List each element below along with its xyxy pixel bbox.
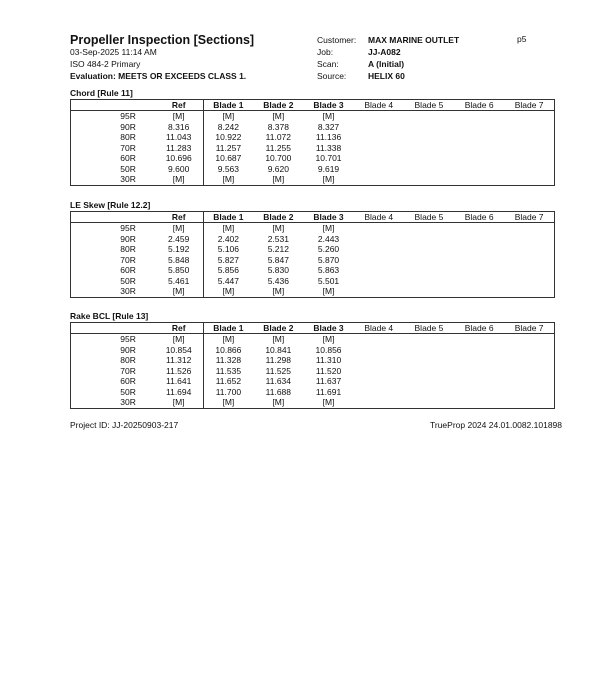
table-cell — [354, 376, 404, 387]
table-row — [71, 276, 555, 287]
table-cell — [404, 174, 454, 185]
table-cell — [404, 397, 454, 408]
table-cell — [354, 164, 404, 175]
table-cell — [504, 366, 554, 377]
table-cell — [504, 153, 554, 164]
table-cell — [454, 122, 504, 133]
row-label: 60R — [71, 265, 155, 276]
table-cell: 11.520 — [315, 365, 342, 376]
row-label: 90R — [71, 345, 155, 356]
job-label: Job: — [317, 47, 334, 57]
row-label: 50R — [71, 164, 155, 175]
table-cell: 11.283 — [155, 143, 203, 154]
table-cell: [M] — [253, 286, 303, 297]
table-cell — [504, 387, 554, 398]
table-row — [71, 387, 555, 398]
row-label: 90R — [71, 122, 155, 133]
table-cell — [504, 174, 554, 185]
table-cell — [404, 334, 454, 345]
table-row — [71, 234, 555, 245]
table-cell: 10.687 — [215, 153, 242, 163]
table-cell — [504, 355, 554, 366]
table-cell: [M] — [253, 174, 303, 185]
table-cell: 11.310 — [315, 355, 342, 365]
table-cell — [454, 143, 504, 154]
row-label: 70R — [71, 255, 155, 266]
table-cell — [454, 153, 504, 164]
table-row — [71, 345, 555, 356]
table-cell: 10.701 — [315, 153, 342, 163]
table-cell: 5.850 — [155, 265, 203, 276]
column-header: Blade 4 — [354, 100, 404, 111]
table-cell — [404, 111, 454, 122]
row-label: 50R — [71, 276, 155, 287]
table-cell — [504, 164, 554, 175]
table-cell: 5.436 — [267, 275, 289, 286]
table-cell — [454, 223, 504, 234]
table-cell — [404, 286, 454, 297]
table-cell: 8.242 — [217, 121, 240, 132]
column-header: Ref — [155, 212, 203, 223]
software-version: TrueProp 2024 24.01.0082.101898 — [429, 420, 562, 430]
table-cell: 10.856 — [315, 344, 342, 355]
table-cell — [354, 122, 404, 133]
table-cell — [454, 111, 504, 122]
table-cell — [354, 286, 404, 297]
table-cell — [404, 366, 454, 377]
table-cell — [354, 397, 404, 408]
table-header-row — [71, 212, 555, 223]
column-header: Blade 1 — [203, 323, 253, 334]
table-cell: [M] — [272, 223, 285, 233]
table-cell: 5.260 — [317, 244, 340, 254]
table-cell — [354, 334, 404, 345]
table-cell: 11.136 — [315, 132, 342, 142]
table-cell: 11.043 — [155, 132, 203, 143]
table-cell — [454, 345, 504, 356]
table-cell: [M] — [222, 111, 235, 121]
table-cell: 5.856 — [217, 265, 240, 275]
table-row — [71, 111, 555, 122]
table-row — [71, 286, 555, 297]
table-cell — [454, 255, 504, 266]
table-cell: [M] — [203, 286, 253, 297]
table-row — [71, 122, 555, 133]
table-cell — [354, 355, 404, 366]
table-row — [71, 366, 555, 377]
table-cell — [504, 255, 554, 266]
table-cell: [M] — [155, 174, 203, 185]
section-title: LE Skew [Rule 12.2] — [70, 200, 151, 210]
table-cell — [404, 143, 454, 154]
column-header: Blade 6 — [454, 323, 504, 334]
table-cell — [404, 345, 454, 356]
table-cell: 11.652 — [215, 376, 242, 386]
table-cell: [M] — [155, 286, 203, 297]
table-cell — [404, 132, 454, 143]
table-cell — [504, 397, 554, 408]
table-cell — [504, 223, 554, 234]
table-cell — [504, 334, 554, 345]
table-cell: 5.501 — [317, 275, 340, 286]
table-cell: 5.830 — [267, 265, 289, 275]
table-row — [71, 376, 555, 387]
table-cell — [354, 387, 404, 398]
table-cell — [354, 111, 404, 122]
table-cell — [404, 234, 454, 245]
table-cell — [404, 164, 454, 175]
table-cell: 10.922 — [215, 132, 242, 142]
section-title: Chord [Rule 11] — [70, 88, 133, 98]
table-cell: 10.866 — [215, 344, 242, 355]
table-cell: [M] — [222, 223, 235, 233]
table-row — [71, 244, 555, 255]
table-cell — [404, 255, 454, 266]
table-cell: 11.700 — [215, 386, 242, 397]
table-cell: 11.328 — [215, 355, 242, 365]
table-cell: 5.192 — [155, 244, 203, 255]
customer-value: MAX MARINE OUTLET — [368, 35, 460, 45]
table-cell: [M] — [155, 223, 203, 234]
section-title: Rake BCL [Rule 13] — [70, 311, 149, 321]
column-header: Blade 1 — [203, 100, 253, 111]
table-cell: [M] — [155, 334, 203, 345]
row-label: 70R — [71, 143, 155, 154]
job-value: JJ-A082 — [368, 47, 401, 57]
table-cell: 2.531 — [267, 233, 289, 244]
customer-label: Customer: — [317, 35, 357, 45]
column-header: Blade 3 — [303, 212, 353, 223]
column-header-radius — [71, 212, 155, 223]
table-cell — [454, 376, 504, 387]
table-row — [71, 153, 555, 164]
column-header: Blade 2 — [253, 323, 303, 334]
source-value: HELIX 60 — [368, 71, 405, 81]
table-row — [71, 255, 555, 266]
table-cell: 5.447 — [217, 275, 240, 286]
table-cell: 11.312 — [155, 355, 203, 366]
data-table — [70, 211, 555, 298]
table-cell — [454, 397, 504, 408]
report-datetime: 03-Sep-2025 11:14 AM — [70, 47, 157, 57]
column-header: Blade 4 — [354, 212, 404, 223]
report-standard: ISO 484-2 Primary — [70, 59, 141, 69]
table-cell — [454, 286, 504, 297]
table-cell: 10.854 — [155, 345, 203, 356]
table-header-row — [71, 323, 555, 334]
table-cell: 5.847 — [267, 254, 289, 265]
table-cell: [M] — [155, 397, 203, 408]
table-cell: 5.848 — [155, 255, 203, 266]
evaluation-text: Evaluation: MEETS OR EXCEEDS CLASS 1. — [70, 71, 247, 81]
table-row — [71, 265, 555, 276]
table-cell — [354, 234, 404, 245]
table-cell: 11.688 — [265, 386, 292, 397]
table-row — [71, 174, 555, 185]
column-header: Blade 4 — [354, 323, 404, 334]
table-cell — [504, 234, 554, 245]
project-id: Project ID: JJ-20250903-217 — [70, 420, 179, 430]
table-cell — [454, 174, 504, 185]
table-cell: [M] — [272, 334, 285, 344]
table-cell — [354, 265, 404, 276]
table-cell: 5.870 — [317, 254, 340, 265]
table-row — [71, 397, 555, 408]
table-cell — [354, 153, 404, 164]
row-label: 30R — [71, 397, 155, 408]
row-label: 70R — [71, 366, 155, 377]
table-cell: [M] — [303, 397, 353, 408]
column-header: Blade 3 — [303, 100, 353, 111]
table-cell — [504, 111, 554, 122]
table-cell — [354, 132, 404, 143]
table-row — [71, 334, 555, 345]
table-cell: 5.827 — [217, 254, 240, 265]
row-label: 80R — [71, 355, 155, 366]
table-cell — [354, 276, 404, 287]
table-header-row — [71, 100, 555, 111]
table-cell — [504, 276, 554, 287]
table-cell — [404, 153, 454, 164]
row-label: 80R — [71, 244, 155, 255]
row-label: 95R — [71, 111, 155, 122]
table-cell — [404, 276, 454, 287]
table-cell — [404, 244, 454, 255]
table-cell: 11.641 — [155, 376, 203, 387]
table-cell: 11.535 — [215, 365, 242, 376]
column-header: Blade 5 — [404, 323, 454, 334]
table-cell — [504, 376, 554, 387]
row-label: 30R — [71, 174, 155, 185]
row-label: 60R — [71, 376, 155, 387]
table-cell — [354, 143, 404, 154]
scan-value: A (Initial) — [368, 59, 405, 69]
table-cell: 11.694 — [155, 387, 203, 398]
row-label: 95R — [71, 334, 155, 345]
table-row — [71, 143, 555, 154]
row-label: 80R — [71, 132, 155, 143]
section-rake-bcl — [70, 310, 555, 409]
column-header: Blade 5 — [404, 212, 454, 223]
table-cell: 11.255 — [265, 142, 292, 153]
table-cell — [454, 355, 504, 366]
table-cell: 5.863 — [317, 265, 340, 275]
table-cell — [404, 223, 454, 234]
table-cell — [504, 345, 554, 356]
table-cell: 5.106 — [217, 244, 240, 254]
table-cell — [354, 255, 404, 266]
table-cell — [354, 174, 404, 185]
table-cell: [M] — [253, 397, 303, 408]
table-cell: 11.526 — [155, 366, 203, 377]
row-label: 95R — [71, 223, 155, 234]
column-header: Blade 5 — [404, 100, 454, 111]
table-cell: [M] — [155, 111, 203, 122]
table-cell — [404, 355, 454, 366]
scan-label: Scan: — [317, 59, 339, 69]
table-cell: 2.443 — [317, 233, 340, 244]
table-cell: [M] — [303, 174, 353, 185]
table-cell: 9.563 — [217, 163, 240, 174]
table-cell — [404, 376, 454, 387]
page-number: p5 — [517, 34, 527, 44]
table-row — [71, 223, 555, 234]
column-header-radius — [71, 323, 155, 334]
column-header: Blade 7 — [504, 212, 554, 223]
column-header: Blade 7 — [504, 100, 554, 111]
table-cell: 5.461 — [155, 276, 203, 287]
table-cell — [354, 366, 404, 377]
column-header: Ref — [155, 323, 203, 334]
row-label: 60R — [71, 153, 155, 164]
table-cell: 10.841 — [265, 344, 292, 355]
table-cell: 11.257 — [215, 142, 242, 153]
data-table — [70, 99, 555, 186]
column-header: Blade 2 — [253, 212, 303, 223]
table-cell — [454, 366, 504, 377]
column-header: Ref — [155, 100, 203, 111]
column-header: Blade 1 — [203, 212, 253, 223]
table-row — [71, 132, 555, 143]
table-cell — [454, 164, 504, 175]
table-row — [71, 164, 555, 175]
table-cell — [354, 223, 404, 234]
column-header: Blade 3 — [303, 323, 353, 334]
table-cell: 8.327 — [317, 121, 340, 132]
table-cell — [454, 234, 504, 245]
column-header: Blade 6 — [454, 212, 504, 223]
table-cell: 11.298 — [265, 355, 292, 365]
table-cell: [M] — [203, 174, 253, 185]
column-header: Blade 7 — [504, 323, 554, 334]
table-cell — [354, 244, 404, 255]
table-cell — [404, 122, 454, 133]
table-cell — [504, 122, 554, 133]
table-cell: [M] — [322, 334, 335, 344]
table-cell — [454, 387, 504, 398]
table-cell — [454, 132, 504, 143]
column-header-radius — [71, 100, 155, 111]
column-header: Blade 2 — [253, 100, 303, 111]
table-cell — [504, 265, 554, 276]
table-cell — [504, 132, 554, 143]
column-header: Blade 6 — [454, 100, 504, 111]
data-table — [70, 322, 555, 409]
table-cell: [M] — [322, 111, 335, 121]
table-cell — [404, 387, 454, 398]
table-cell — [504, 143, 554, 154]
table-cell: 10.700 — [265, 153, 292, 163]
table-cell: 8.316 — [155, 122, 203, 133]
table-cell: 9.600 — [155, 164, 203, 175]
table-cell: [M] — [203, 397, 253, 408]
section-le-skew — [70, 199, 555, 298]
table-cell — [454, 265, 504, 276]
row-label: 90R — [71, 234, 155, 245]
table-cell — [454, 244, 504, 255]
table-cell: 8.378 — [267, 121, 289, 132]
table-cell: 11.525 — [265, 365, 292, 376]
source-label: Source: — [317, 71, 347, 81]
table-cell: 11.637 — [315, 376, 342, 386]
row-label: 30R — [71, 286, 155, 297]
table-cell — [404, 265, 454, 276]
table-cell — [504, 244, 554, 255]
table-cell: 11.072 — [265, 132, 292, 142]
table-cell: 9.619 — [317, 163, 340, 174]
section-chord — [70, 87, 555, 186]
table-cell: 10.696 — [155, 153, 203, 164]
table-cell: [M] — [322, 223, 335, 233]
table-cell: 2.402 — [217, 233, 240, 244]
table-cell — [454, 334, 504, 345]
table-row — [71, 355, 555, 366]
table-cell — [504, 286, 554, 297]
table-cell: [M] — [222, 334, 235, 344]
table-cell: [M] — [272, 111, 285, 121]
page-title: Propeller Inspection [Sections] — [70, 33, 255, 47]
table-cell — [354, 345, 404, 356]
table-cell: 11.338 — [315, 142, 342, 153]
table-cell: 2.459 — [155, 234, 203, 245]
row-label: 50R — [71, 387, 155, 398]
table-cell: 5.212 — [267, 244, 289, 254]
table-cell — [454, 276, 504, 287]
table-cell: 9.620 — [267, 163, 289, 174]
table-cell: 11.691 — [315, 386, 342, 397]
table-cell: 11.634 — [265, 376, 292, 386]
table-cell: [M] — [303, 286, 353, 297]
